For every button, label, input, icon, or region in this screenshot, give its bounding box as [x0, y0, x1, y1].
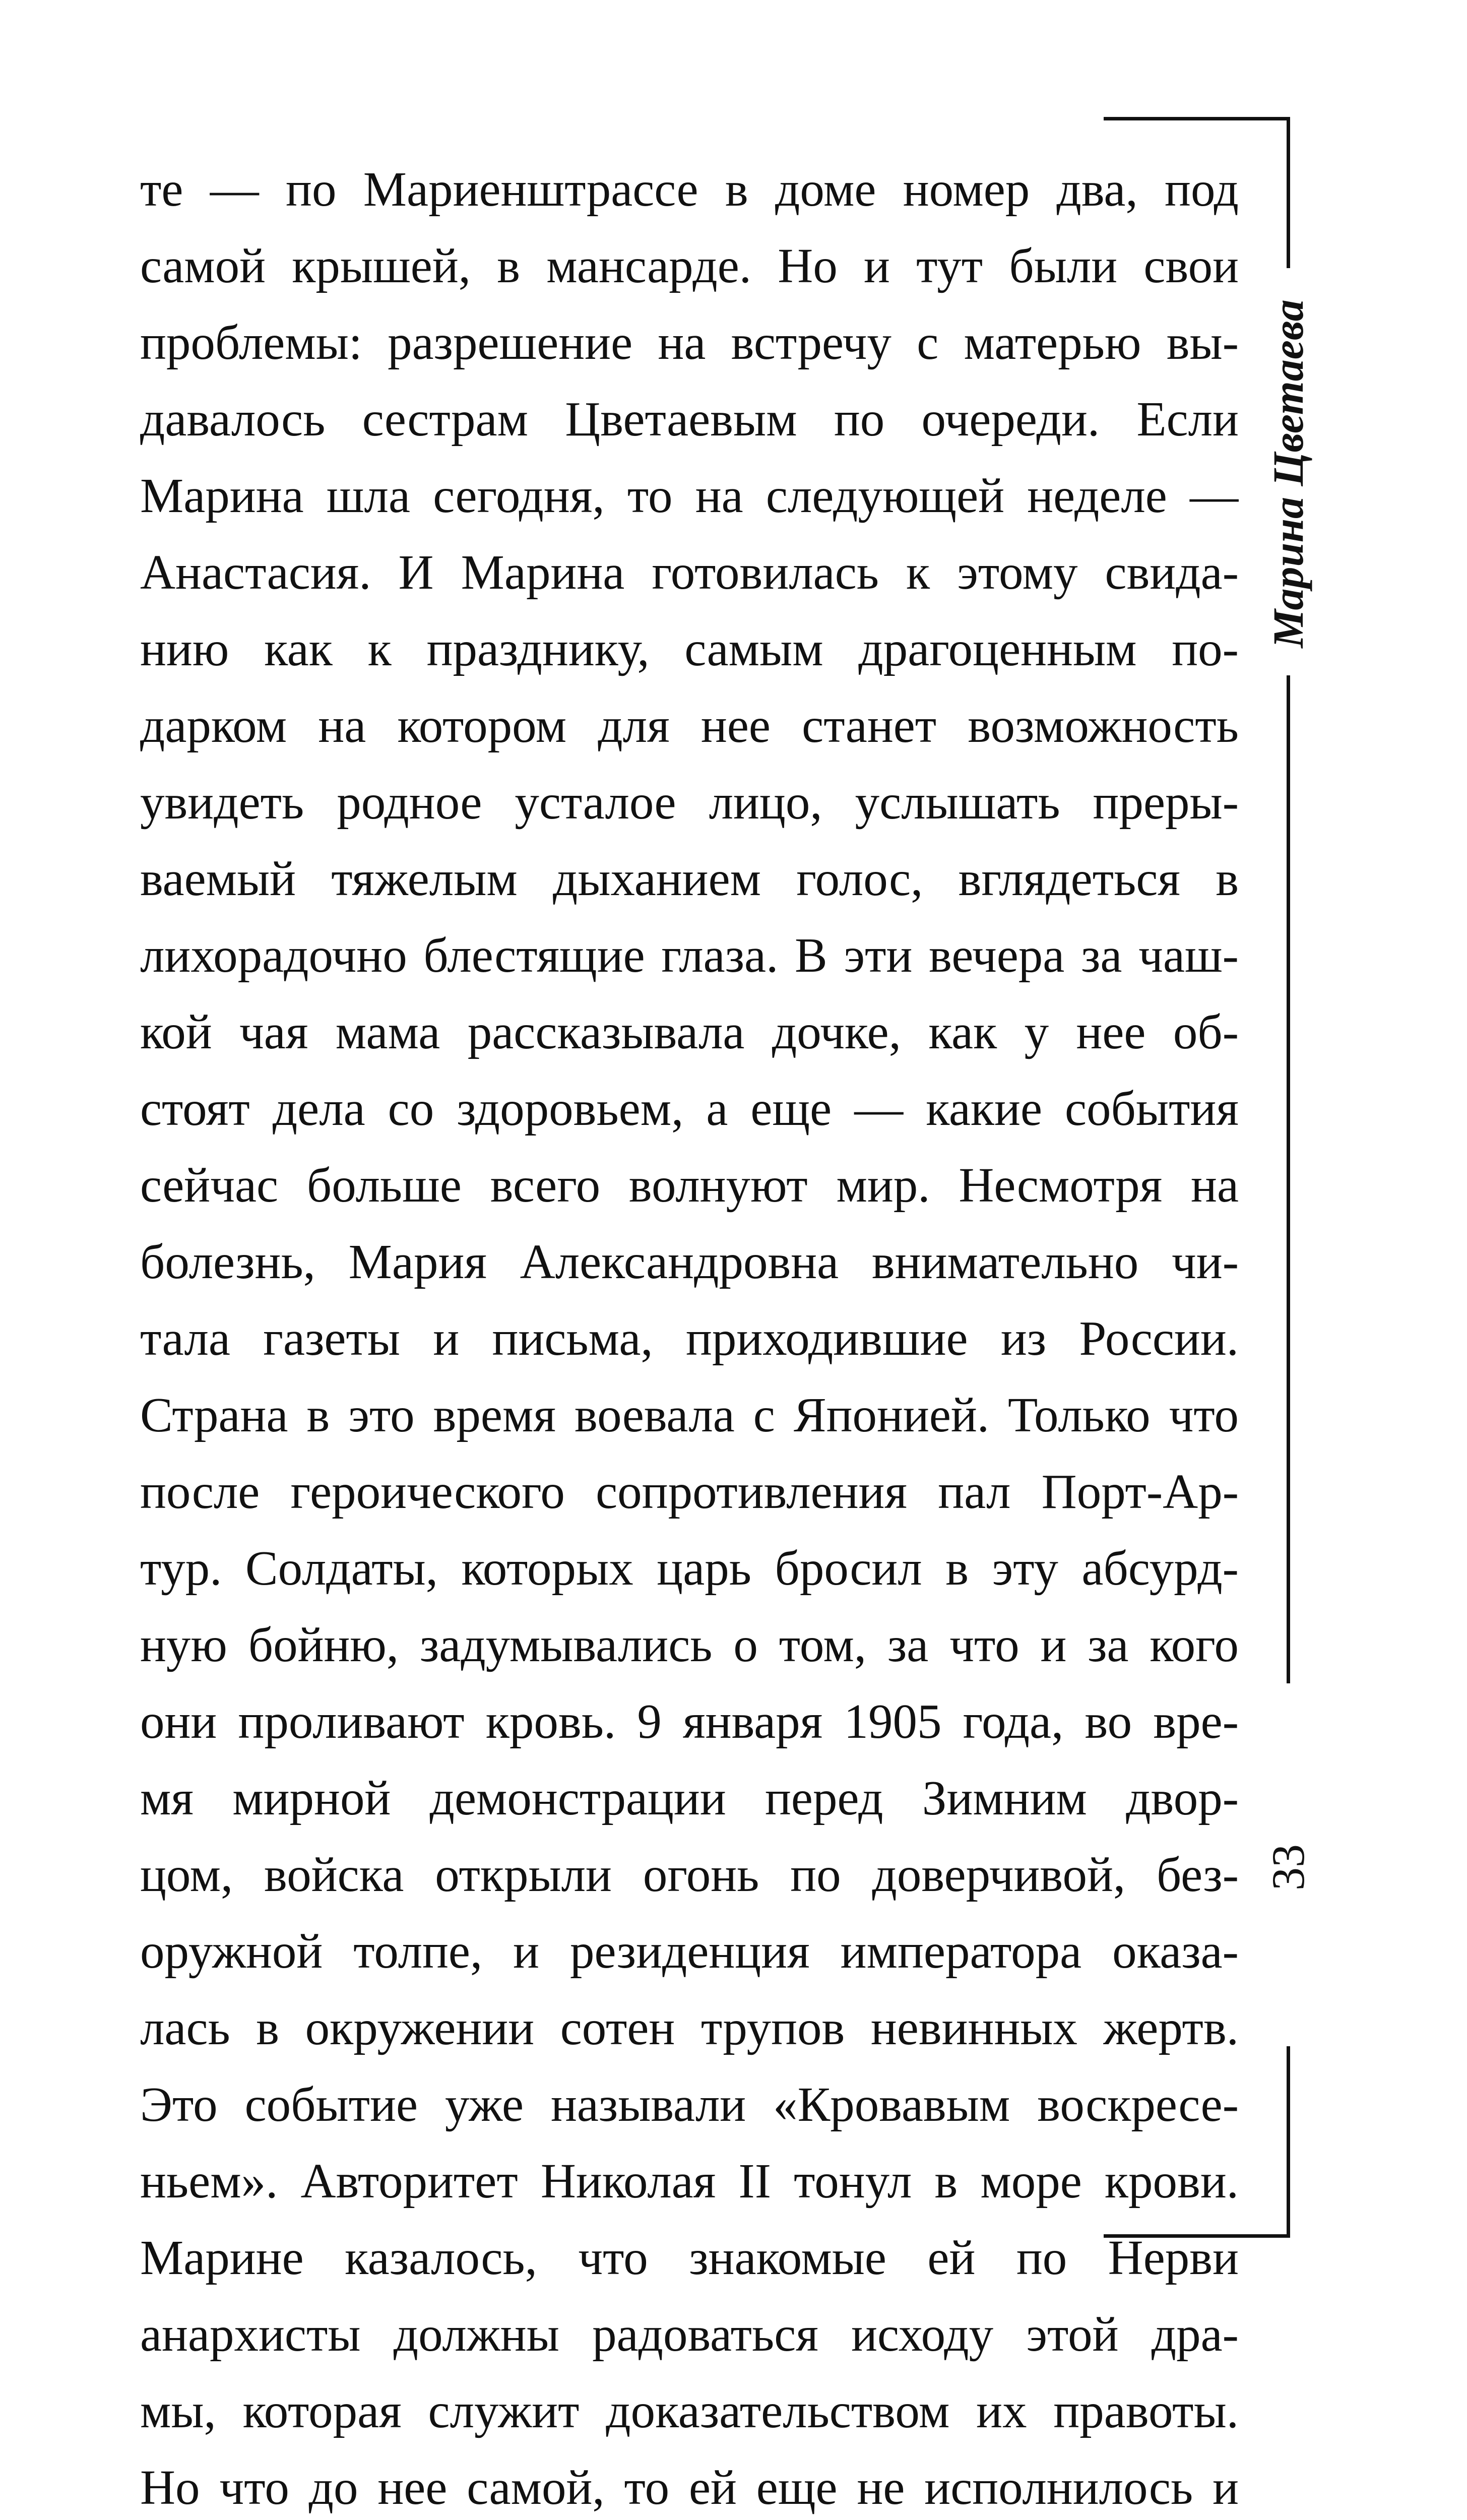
text-line: Но что до нее самой, то ей еще не исполнилось и — [140, 2461, 1239, 2514]
running-head: Марина Цветаева — [1264, 299, 1312, 648]
text-line: Анастасия. И Марина готовилась к этому свида- — [140, 545, 1239, 599]
text-line: после героического сопротивления пал Порт-Ар- — [140, 1465, 1239, 1519]
text-line: тур. Солдаты, которых царь бросил в эту абсурд- — [140, 1541, 1239, 1595]
text-line: они проливают кровь. 9 января 1905 года, во вре- — [140, 1694, 1239, 1748]
text-line: лась в окружении сотен трупов невинных жертв. — [140, 2001, 1239, 2055]
text-line: дарком на котором для нее станет возможность — [140, 699, 1239, 752]
text-line: те — по Мариенштрассе в доме номер два, под — [140, 162, 1239, 216]
text-line: мы, которая служит доказательством их правоты. — [140, 2384, 1239, 2438]
frame-rule-top-vertical — [1287, 117, 1290, 268]
text-line: стоят дела со здоровьем, а еще — какие события — [140, 1082, 1239, 1136]
text-line: анархисты должны радоваться исходу этой дра- — [140, 2307, 1239, 2361]
text-line: ваемый тяжелым дыханием голос, вглядеться в — [140, 852, 1239, 906]
text-line: Марина шла сегодня, то на следующей неделе — — [140, 469, 1239, 523]
text-line: кой чая мама рассказывала дочке, как у нее об- — [140, 1005, 1239, 1059]
text-line: ньем». Авторитет Николая II тонул в море крови. — [140, 2154, 1239, 2208]
text-line: давалось сестрам Цветаевым по очереди. Если — [140, 392, 1239, 446]
body-text — [140, 151, 1239, 2520]
text-line: цом, войска открыли огонь по доверчивой, без- — [140, 1848, 1239, 1902]
text-line: сейчас больше всего волнуют мир. Несмотря на — [140, 1158, 1239, 1212]
frame-rule-bottom-vertical — [1287, 2046, 1290, 2238]
text-line: болезнь, Мария Александровна внимательно чи- — [140, 1235, 1239, 1289]
text-line: оружной толпе, и резиденция императора оказа- — [140, 1924, 1239, 1978]
text-line: нию как к празднику, самым драгоценным по- — [140, 622, 1239, 676]
text-line: Марине казалось, что знакомые ей по Нерви — [140, 2231, 1239, 2285]
frame-rule-top — [1104, 117, 1290, 120]
text-line: Это событие уже называли «Кровавым воскресе- — [140, 2077, 1239, 2131]
text-line: Страна в это время воевала с Японией. Только что — [140, 1388, 1239, 1442]
text-line: тала газеты и письма, приходившие из России. — [140, 1311, 1239, 1365]
text-line: проблемы: разрешение на встречу с матерью вы- — [140, 316, 1239, 369]
text-line: лихорадочно блестящие глаза. В эти вечера за чаш- — [140, 928, 1239, 982]
frame-rule-middle-vertical — [1287, 675, 1290, 1683]
text-line: ную бойню, задумывались о том, за что и за кого — [140, 1618, 1239, 1672]
text-line: самой крышей, в мансарде. Но и тут были свои — [140, 239, 1239, 293]
text-line: увидеть родное усталое лицо, услышать преры- — [140, 775, 1239, 829]
page-number: 33 — [1262, 1844, 1314, 1891]
text-line: мя мирной демонстрации перед Зимним двор- — [140, 1771, 1239, 1825]
